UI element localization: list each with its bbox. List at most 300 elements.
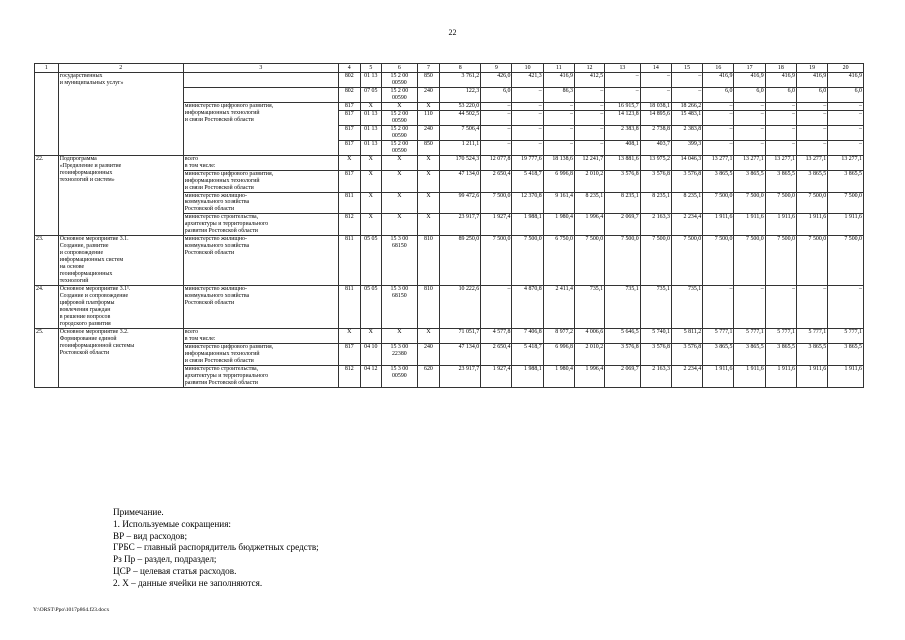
amount-cell: 8 235,1 (574, 192, 604, 214)
code-cell: 01 13 (360, 73, 382, 88)
executor: министерство строительства, архитектуры и территориального развития Ростовской области (183, 365, 338, 387)
note-line: 2. Х – данные ячейки не заполняются. (113, 577, 263, 588)
amount-cell: 13 277,1 (796, 155, 827, 170)
amount-cell: – (703, 125, 734, 140)
amount-cell: 16 915,7 (605, 102, 641, 110)
amount-cell: 6,0 (481, 87, 512, 102)
amount-cell: 4 870,8 (512, 286, 543, 329)
amount-cell: 53 220,0 (440, 102, 481, 110)
code-cell: Х (360, 102, 382, 110)
amount-cell: – (574, 140, 604, 155)
note-line: ГРБС – главный распорядитель бюджетных средств; (113, 542, 319, 553)
amount-cell: – (703, 140, 734, 155)
amount-cell: 44 502,5 (440, 110, 481, 125)
column-header: 2 (58, 64, 183, 73)
amount-cell: 6,0 (765, 87, 796, 102)
code-cell: 802 (338, 87, 360, 102)
amount-cell: 5 777,1 (828, 328, 864, 343)
amount-cell: 412,5 (574, 73, 604, 88)
amount-cell: 6 750,0 (543, 236, 574, 286)
amount-cell: 3 865,5 (765, 170, 796, 192)
amount-cell: 1 911,6 (703, 214, 734, 236)
note-line: ВР – вид расходов; (113, 530, 188, 541)
amount-cell: – (512, 110, 543, 125)
table-body (35, 73, 864, 388)
code-cell: 802 (338, 73, 360, 88)
executor: министерство цифрового развития, информационных технологий и связи Ростовской области (183, 170, 338, 192)
code-cell: 04 12 (360, 365, 382, 387)
amount-cell: 18 138,6 (543, 155, 574, 170)
amount-cell: 7 500,0 (703, 236, 734, 286)
row-number: 25. (35, 328, 59, 387)
amount-cell: 2 650,4 (481, 170, 512, 192)
amount-cell: – (765, 140, 796, 155)
code-cell: 240 (417, 343, 440, 365)
amount-cell: – (796, 286, 827, 329)
table-row (35, 155, 864, 170)
amount-cell: 1 911,6 (796, 214, 827, 236)
amount-cell: – (796, 125, 827, 140)
code-cell: Х (382, 328, 418, 343)
amount-cell: 7 500,0 (574, 236, 604, 286)
amount-cell: 1 911,6 (796, 365, 827, 387)
amount-cell: 416,9 (828, 73, 864, 88)
code-cell: 817 (338, 102, 360, 110)
amount-cell: 735,1 (574, 286, 604, 329)
amount-cell: 7 500,0 (640, 236, 671, 286)
amount-cell: 416,9 (543, 73, 574, 88)
amount-cell: 7 500,0 (828, 192, 864, 214)
executor: министерство жилищно- коммунального хозяйства Ростовской области (183, 236, 338, 286)
amount-cell: 23 917,7 (440, 214, 481, 236)
amount-cell: 3 576,8 (640, 343, 671, 365)
row-number: 24. (35, 286, 59, 329)
amount-cell: – (640, 73, 671, 88)
amount-cell: – (765, 125, 796, 140)
amount-cell: 2 069,7 (605, 214, 641, 236)
amount-cell: 1 911,6 (828, 214, 864, 236)
code-cell: 811 (338, 286, 360, 329)
amount-cell: 19 777,6 (512, 155, 543, 170)
column-header: 5 (360, 64, 382, 73)
code-cell: 15 3 00 00590 (382, 365, 418, 387)
code-cell: Х (417, 214, 440, 236)
amount-cell: 5 646,5 (605, 328, 641, 343)
row-number: 22. (35, 155, 59, 236)
amount-cell: 13 881,6 (605, 155, 641, 170)
amount-cell: – (481, 102, 512, 110)
amount-cell: – (734, 140, 765, 155)
amount-cell: 2 010,2 (574, 170, 604, 192)
column-header: 10 (512, 64, 543, 73)
executor: министерство цифрового развития, информационных технологий и связи Ростовской области (183, 343, 338, 365)
amount-cell: – (512, 87, 543, 102)
amount-cell: 8 235,1 (671, 192, 702, 214)
amount-cell: 12 077,8 (481, 155, 512, 170)
amount-cell: 7 500,0 (734, 192, 765, 214)
amount-cell: 1 996,4 (574, 214, 604, 236)
amount-cell: 3 865,5 (734, 170, 765, 192)
code-cell: 817 (338, 170, 360, 192)
amount-cell: 1 911,6 (734, 214, 765, 236)
amount-cell: 18 266,2 (671, 102, 702, 110)
amount-cell: 122,3 (440, 87, 481, 102)
amount-cell: 5 418,7 (512, 343, 543, 365)
amount-cell: 12 370,8 (512, 192, 543, 214)
amount-cell: 6,0 (796, 87, 827, 102)
amount-cell: 7 500,0 (765, 192, 796, 214)
column-header: 8 (440, 64, 481, 73)
amount-cell: – (828, 125, 864, 140)
amount-cell: 3 865,5 (703, 170, 734, 192)
code-cell: 240 (417, 87, 440, 102)
amount-cell: 7 500,0 (481, 236, 512, 286)
amount-cell: 6 996,8 (543, 170, 574, 192)
code-cell: Х (360, 192, 382, 214)
amount-cell: – (671, 73, 702, 88)
code-cell: Х (382, 170, 418, 192)
code-cell: Х (417, 155, 440, 170)
code-cell: 620 (417, 365, 440, 387)
column-header: 11 (543, 64, 574, 73)
amount-cell: 6,0 (734, 87, 765, 102)
amount-cell: 3 576,8 (605, 343, 641, 365)
code-cell: Х (417, 328, 440, 343)
amount-cell: – (734, 125, 765, 140)
amount-cell: 735,1 (640, 286, 671, 329)
file-path: Y:\ORST\Ppo\1017p864.f23.docx (33, 607, 110, 613)
notes-title: Примечание. (113, 507, 164, 517)
amount-cell: 47 134,0 (440, 343, 481, 365)
amount-cell: 735,1 (671, 286, 702, 329)
column-header: 13 (605, 64, 641, 73)
amount-cell: 14 123,8 (605, 110, 641, 125)
code-cell: Х (360, 328, 382, 343)
code-cell: Х (382, 155, 418, 170)
amount-cell: – (605, 73, 641, 88)
amount-cell: – (703, 110, 734, 125)
executor: всего в том числе: (183, 155, 338, 170)
column-header: 20 (828, 64, 864, 73)
amount-cell: – (481, 110, 512, 125)
note-line: 1. Используемые сокращения: (113, 518, 231, 529)
row-number (35, 73, 59, 156)
amount-cell: 13 277,1 (765, 155, 796, 170)
amount-cell: 3 865,5 (703, 343, 734, 365)
amount-cell: – (734, 286, 765, 329)
table-row (35, 286, 864, 329)
code-cell: 15 2 00 00590 (382, 140, 418, 155)
amount-cell: – (574, 87, 604, 102)
code-cell: 07 05 (360, 87, 382, 102)
note-line: Рз Пр – раздел, подраздел; (113, 554, 217, 565)
amount-cell: 735,1 (605, 286, 641, 329)
amount-cell: 2 738,8 (640, 125, 671, 140)
amount-cell: – (828, 102, 864, 110)
column-header: 16 (703, 64, 734, 73)
amount-cell: 2 411,4 (543, 286, 574, 329)
amount-cell: 3 576,8 (671, 343, 702, 365)
amount-cell: 1 911,6 (828, 365, 864, 387)
code-cell: 817 (338, 140, 360, 155)
program-name: Основное мероприятие 3.1. Создание, развитие и сопровождение информационных систем на основе геоинформационных технологий (58, 236, 183, 286)
amount-cell: – (512, 125, 543, 140)
amount-cell: 1 911,6 (703, 365, 734, 387)
amount-cell: – (574, 110, 604, 125)
amount-cell: – (703, 102, 734, 110)
amount-cell: 15 483,1 (671, 110, 702, 125)
amount-cell: – (543, 102, 574, 110)
amount-cell: 3 865,5 (796, 170, 827, 192)
amount-cell: – (734, 102, 765, 110)
amount-cell: 416,9 (796, 73, 827, 88)
code-cell: 05 05 (360, 286, 382, 329)
amount-cell: 7 500,0 (703, 192, 734, 214)
amount-cell: 6 996,8 (543, 343, 574, 365)
code-cell: 810 (417, 236, 440, 286)
column-header: 12 (574, 64, 604, 73)
code-cell: 811 (338, 236, 360, 286)
code-cell: Х (417, 170, 440, 192)
amount-cell: 14 895,6 (640, 110, 671, 125)
amount-cell: – (796, 102, 827, 110)
code-cell: Х (417, 192, 440, 214)
amount-cell: 1 911,6 (734, 365, 765, 387)
column-header: 7 (417, 64, 440, 73)
executor: министерство жилищно- коммунального хозяйства Ростовской области (183, 192, 338, 214)
amount-cell: – (543, 140, 574, 155)
code-cell: 04 10 (360, 343, 382, 365)
amount-cell: – (481, 125, 512, 140)
amount-cell: – (671, 87, 702, 102)
code-cell: 15 2 00 00590 (382, 73, 418, 88)
amount-cell: 7 500,0 (796, 236, 827, 286)
code-cell: 15 3 00 68150 (382, 286, 418, 329)
amount-cell: 1 911,6 (765, 365, 796, 387)
amount-cell: 8 977,2 (543, 328, 574, 343)
amount-cell: 7 500,0 (765, 236, 796, 286)
code-cell: 110 (417, 110, 440, 125)
code-cell: Х (382, 102, 418, 110)
amount-cell: 7 500,0 (605, 236, 641, 286)
amount-cell: 14 046,3 (671, 155, 702, 170)
column-header: 6 (382, 64, 418, 73)
amount-cell: 2 010,2 (574, 343, 604, 365)
code-cell: Х (360, 170, 382, 192)
amount-cell: – (574, 125, 604, 140)
code-cell: 812 (338, 214, 360, 236)
amount-cell: 4 577,8 (481, 328, 512, 343)
amount-cell: 3 761,2 (440, 73, 481, 88)
amount-cell: 5 418,7 (512, 170, 543, 192)
note-line: ЦСР – целевая статья расходов. (113, 565, 237, 576)
amount-cell: 18 038,1 (640, 102, 671, 110)
amount-cell: 1 996,4 (574, 365, 604, 387)
executor: министерство цифрового развития, информационных технологий и связи Ростовской области (183, 102, 338, 155)
amount-cell: – (481, 286, 512, 329)
code-cell: 01 13 (360, 110, 382, 125)
amount-cell: 13 277,1 (734, 155, 765, 170)
table-row (35, 328, 864, 343)
amount-cell: 2 234,4 (671, 214, 702, 236)
amount-cell: 7 500,0 (796, 192, 827, 214)
table-header-row (35, 64, 864, 73)
amount-cell: 3 576,8 (640, 170, 671, 192)
amount-cell: 47 134,0 (440, 170, 481, 192)
code-cell: 15 2 00 00590 (382, 125, 418, 140)
amount-cell: 7 500,0 (671, 236, 702, 286)
code-cell: 01 13 (360, 140, 382, 155)
amount-cell: 7 406,8 (512, 328, 543, 343)
amount-cell: – (828, 286, 864, 329)
column-header: 4 (338, 64, 360, 73)
amount-cell: – (543, 110, 574, 125)
amount-cell: 23 917,7 (440, 365, 481, 387)
amount-cell: 3 865,5 (796, 343, 827, 365)
code-cell: 15 2 00 00590 (382, 87, 418, 102)
budget-table (34, 63, 864, 388)
amount-cell: 1 927,4 (481, 365, 512, 387)
amount-cell: 5 777,1 (765, 328, 796, 343)
amount-cell: 416,9 (734, 73, 765, 88)
amount-cell: 10 222,6 (440, 286, 481, 329)
table-row (35, 236, 864, 286)
amount-cell: – (765, 286, 796, 329)
amount-cell: 2 383,8 (605, 125, 641, 140)
amount-cell: 13 277,1 (703, 155, 734, 170)
column-header: 17 (734, 64, 765, 73)
executor: министерство строительства, архитектуры и территориального развития Ростовской области (183, 214, 338, 236)
code-cell: 817 (338, 343, 360, 365)
amount-cell: 5 777,1 (796, 328, 827, 343)
amount-cell: 99 472,6 (440, 192, 481, 214)
code-cell: 240 (417, 125, 440, 140)
amount-cell: 13 277,1 (828, 155, 864, 170)
executor: всего в том числе: (183, 328, 338, 343)
code-cell: Х (382, 214, 418, 236)
amount-cell: 6,0 (828, 87, 864, 102)
column-header: 14 (640, 64, 671, 73)
amount-cell: – (481, 140, 512, 155)
amount-cell: 1 911,6 (765, 214, 796, 236)
code-cell: Х (360, 155, 382, 170)
code-cell: 15 2 00 00590 (382, 110, 418, 125)
code-cell: 810 (417, 286, 440, 329)
amount-cell: 416,9 (765, 73, 796, 88)
executor (183, 73, 338, 88)
amount-cell: – (734, 110, 765, 125)
amount-cell: 399,3 (671, 140, 702, 155)
amount-cell: 416,9 (703, 73, 734, 88)
code-cell: 15 3 00 22380 (382, 343, 418, 365)
code-cell: 05 05 (360, 236, 382, 286)
amount-cell: 1 988,1 (512, 214, 543, 236)
amount-cell: 2 163,3 (640, 365, 671, 387)
amount-cell: 3 865,5 (828, 170, 864, 192)
row-number: 23. (35, 236, 59, 286)
column-header: 15 (671, 64, 702, 73)
amount-cell: 8 235,1 (605, 192, 641, 214)
amount-cell: 13 975,2 (640, 155, 671, 170)
amount-cell: – (703, 286, 734, 329)
amount-cell: 2 650,4 (481, 343, 512, 365)
amount-cell: 1 927,4 (481, 214, 512, 236)
amount-cell: 3 576,8 (671, 170, 702, 192)
amount-cell: 426,0 (481, 73, 512, 88)
code-cell: Х (360, 214, 382, 236)
amount-cell: 421,3 (512, 73, 543, 88)
program-name: государственных и муниципальных услуг» (58, 73, 183, 156)
column-header: 19 (796, 64, 827, 73)
amount-cell: 5 740,1 (640, 328, 671, 343)
amount-cell: 7 500,0 (828, 236, 864, 286)
amount-cell: – (796, 110, 827, 125)
amount-cell: 4 006,6 (574, 328, 604, 343)
amount-cell: – (765, 102, 796, 110)
amount-cell: 403,7 (640, 140, 671, 155)
code-cell: Х (382, 192, 418, 214)
amount-cell: 12 241,7 (574, 155, 604, 170)
amount-cell: – (828, 110, 864, 125)
column-header: 3 (183, 64, 338, 73)
amount-cell: 71 051,7 (440, 328, 481, 343)
amount-cell: – (796, 140, 827, 155)
code-cell: 811 (338, 192, 360, 214)
code-cell: 01 13 (360, 125, 382, 140)
program-name: Основное мероприятие 3.2. Формирование единой геоинформационной системы Ростовской области (58, 328, 183, 387)
code-cell: 15 3 00 68150 (382, 236, 418, 286)
code-cell: 850 (417, 73, 440, 88)
code-cell: 817 (338, 125, 360, 140)
amount-cell: 6,0 (703, 87, 734, 102)
program-name: Подпрограмма «Предиление и развитие геоинформационных технологий и систем» (58, 155, 183, 236)
amount-cell: 5 777,1 (734, 328, 765, 343)
program-name: Основное мероприятие 3.1¹. Создание и сопровождение цифровой платформы вовлечения граждан в решение вопросов городского развития (58, 286, 183, 329)
executor: министерство жилищно- коммунального хозяйства Ростовской области (183, 286, 338, 329)
amount-cell: 86,3 (543, 87, 574, 102)
amount-cell: 3 576,8 (605, 170, 641, 192)
amount-cell: 8 235,1 (640, 192, 671, 214)
amount-cell: 9 161,4 (543, 192, 574, 214)
amount-cell: 5 811,2 (671, 328, 702, 343)
amount-cell: 2 163,3 (640, 214, 671, 236)
amount-cell: – (828, 140, 864, 155)
amount-cell: 7 500,0 (512, 236, 543, 286)
amount-cell: 7 500,0 (734, 236, 765, 286)
code-cell: 812 (338, 365, 360, 387)
amount-cell: 7 500,0 (481, 192, 512, 214)
amount-cell: – (765, 110, 796, 125)
amount-cell: 1 980,4 (543, 214, 574, 236)
column-header: 1 (35, 64, 59, 73)
amount-cell: 3 865,5 (734, 343, 765, 365)
amount-cell: – (640, 87, 671, 102)
amount-cell: 5 777,1 (703, 328, 734, 343)
table-row (35, 73, 864, 88)
page-number: 22 (448, 28, 457, 37)
amount-cell: 1 980,4 (543, 365, 574, 387)
amount-cell: 2 383,8 (671, 125, 702, 140)
amount-cell: 7 506,4 (440, 125, 481, 140)
amount-cell: – (543, 125, 574, 140)
amount-cell: – (512, 102, 543, 110)
amount-cell: 170 524,3 (440, 155, 481, 170)
code-cell: Х (417, 102, 440, 110)
amount-cell: – (605, 87, 641, 102)
amount-cell: 1 988,1 (512, 365, 543, 387)
notes-section (113, 507, 319, 590)
amount-cell: – (512, 140, 543, 155)
